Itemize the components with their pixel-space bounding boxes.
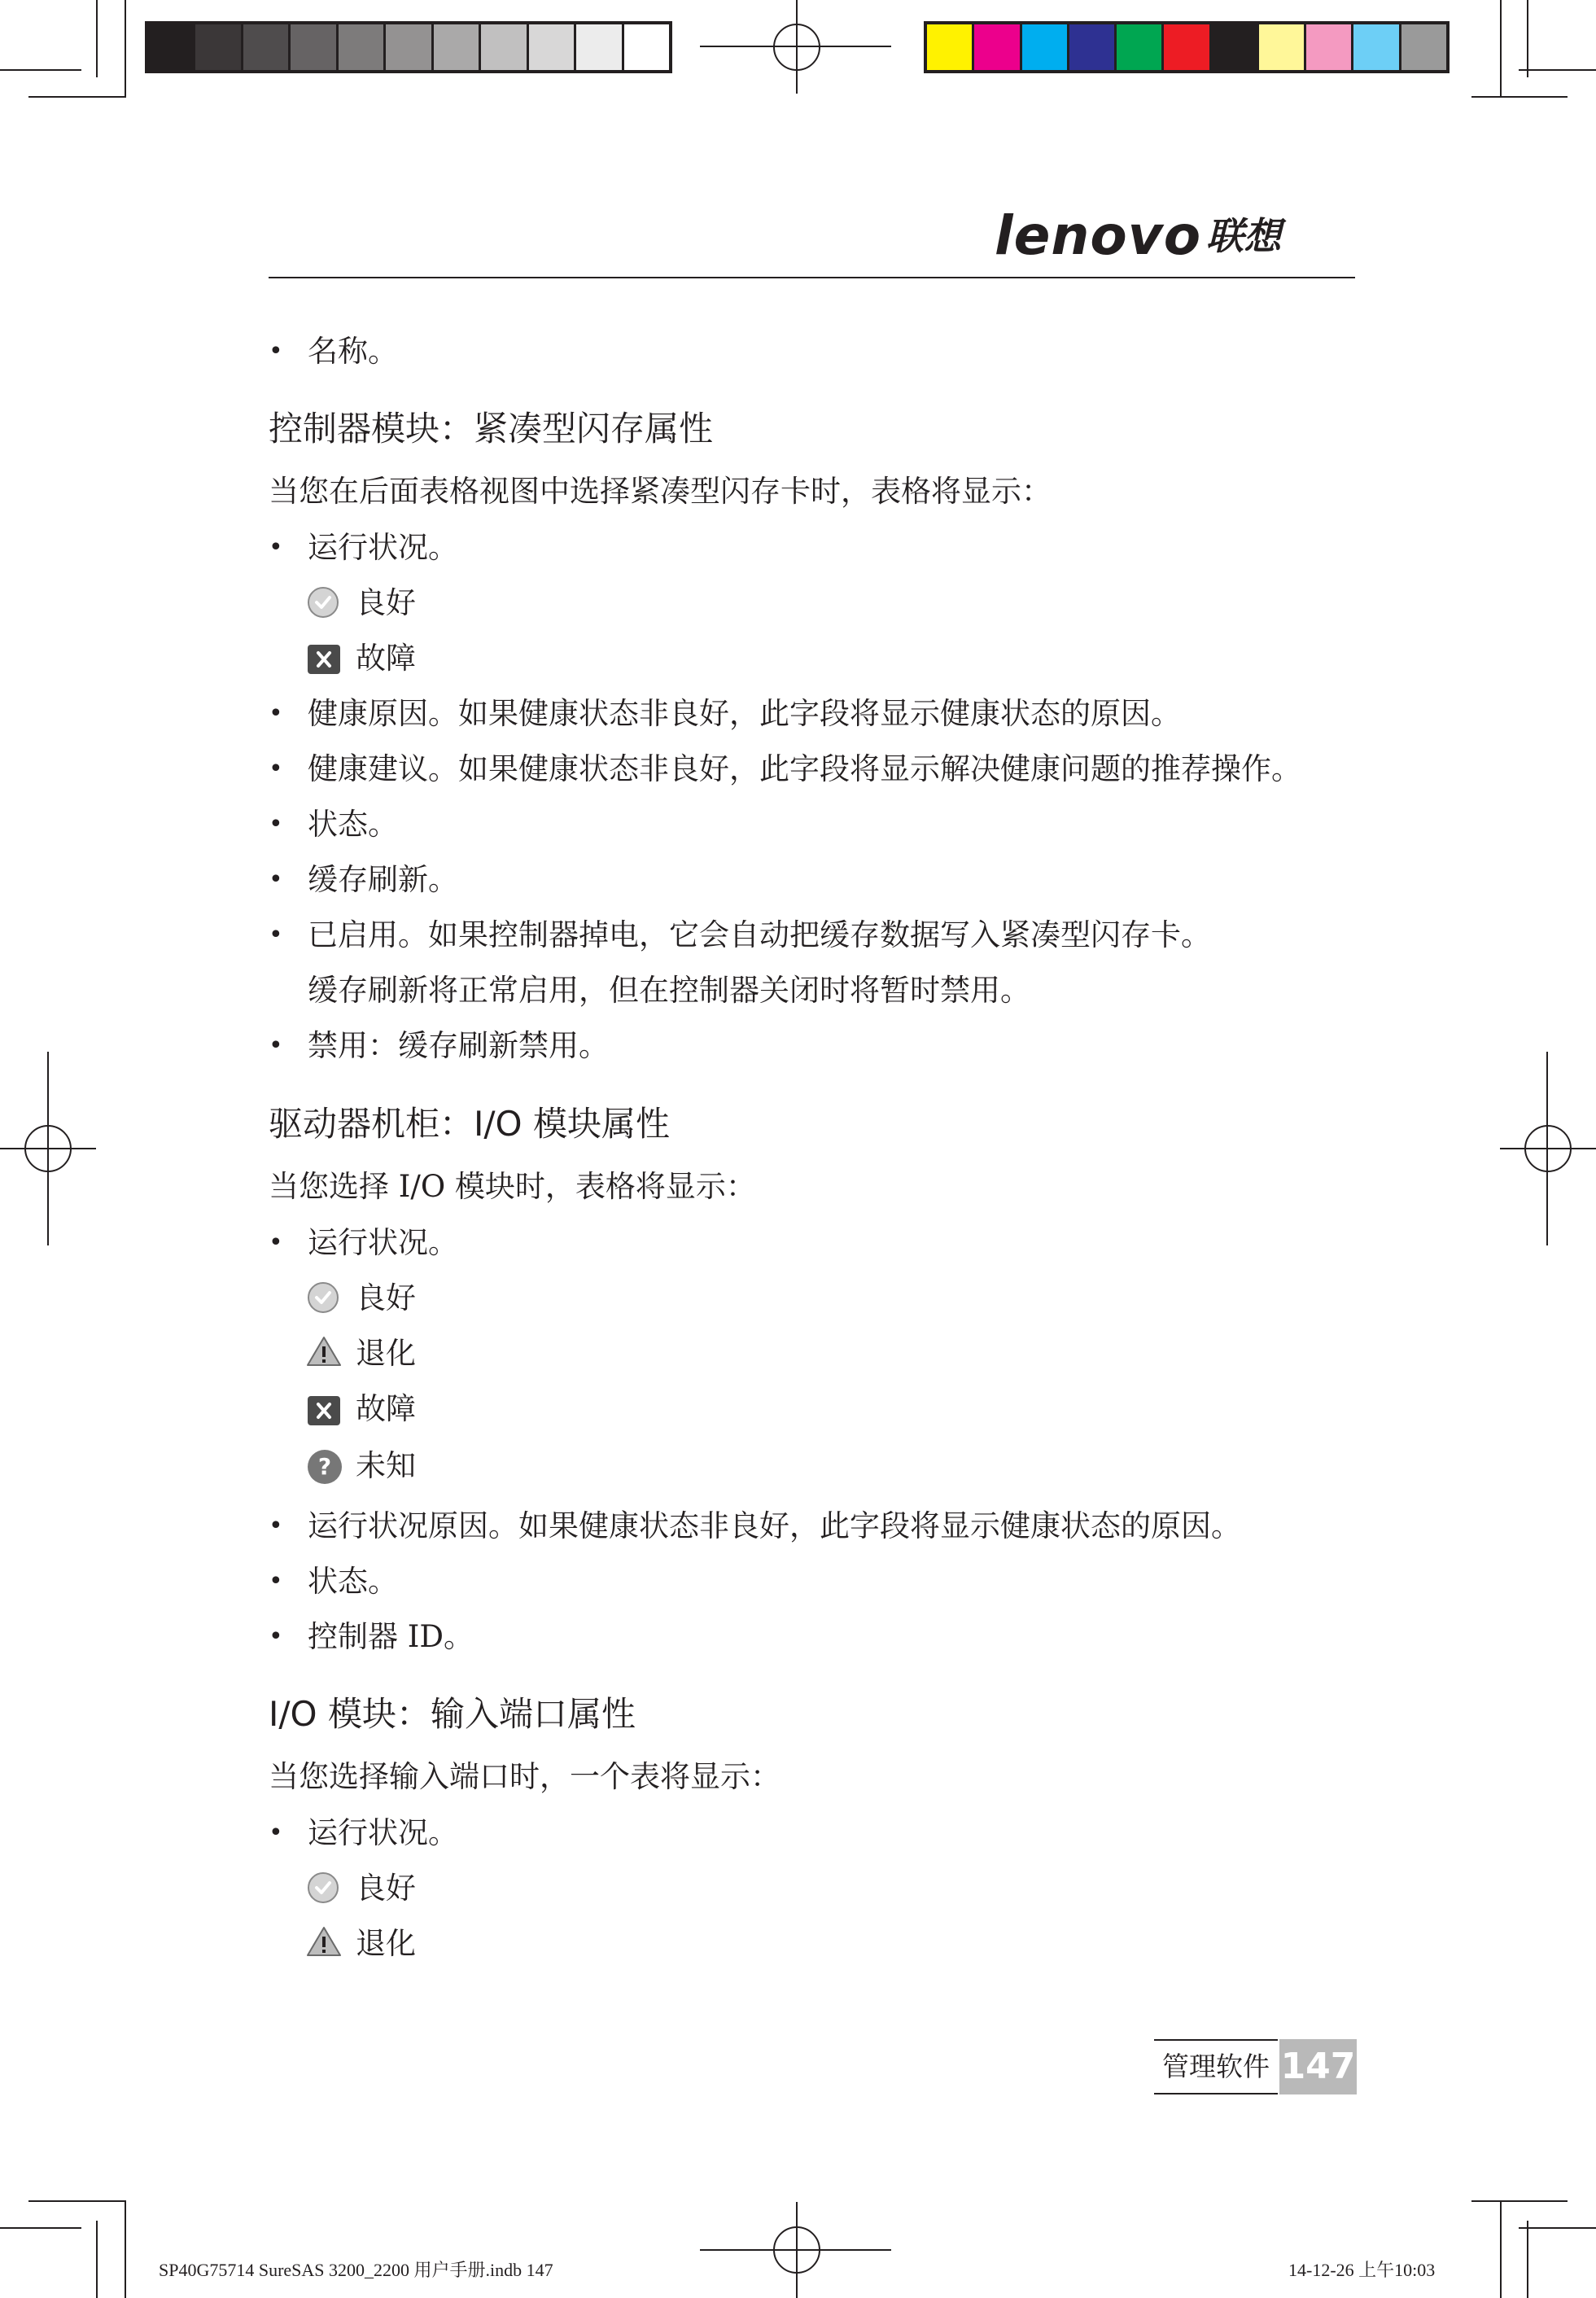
status-label: 故障 (356, 641, 416, 676)
list-item-continuation: 缓存刷新将正常启用，但在控制器关闭时将暂时禁用。 (308, 973, 1030, 1008)
process-color-swatch (1069, 24, 1117, 70)
status-label: 良好 (356, 585, 416, 620)
print-slug-left: SP40G75714 SureSAS 3200_2200 用户手册.indb 147 (159, 2260, 553, 2280)
grayscale-swatch (481, 24, 528, 70)
list-item: 运行状况。 (308, 1815, 458, 1850)
list-item: 禁用：缓存刷新禁用。 (308, 1028, 609, 1063)
grayscale-color-bar (145, 21, 672, 73)
status-label: 退化 (356, 1926, 416, 1961)
process-color-swatch (1306, 24, 1353, 70)
lenovo-logo (995, 204, 1282, 267)
paragraph: 当您选择 I/O 模块时，表格将显示： (269, 1169, 756, 1204)
process-color-swatch (927, 24, 974, 70)
grayscale-swatch (624, 24, 669, 70)
bullet: • (269, 865, 283, 894)
process-color-swatch (1401, 24, 1446, 70)
process-color-swatch (1022, 24, 1069, 70)
process-color-bar (924, 21, 1450, 73)
grayscale-swatch (386, 24, 433, 70)
bullet: • (269, 810, 283, 838)
bullet: • (269, 337, 283, 365)
status-label: 未知 (356, 1448, 416, 1483)
grayscale-swatch (434, 24, 481, 70)
section-heading: I/O 模块：输入端口属性 (269, 1694, 636, 1734)
section-heading: 控制器模块：紧凑型闪存属性 (269, 409, 714, 449)
unknown-status-icon: ? (308, 1450, 342, 1484)
good-status-icon (308, 587, 339, 618)
failure-status-icon (308, 645, 340, 674)
bullet: • (269, 1567, 283, 1595)
warning-status-icon (306, 1925, 342, 1958)
paragraph: 当您选择输入端口时，一个表将显示： (269, 1759, 781, 1794)
section-heading: 驱动器机柜：I/O 模块属性 (269, 1104, 670, 1144)
grayscale-swatch (243, 24, 291, 70)
status-label: 良好 (356, 1280, 416, 1315)
list-item: 缓存刷新。 (308, 862, 458, 897)
grayscale-swatch (529, 24, 576, 70)
print-slug-right: 14-12-26 上午10:03 (1288, 2260, 1436, 2280)
list-item: 健康原因。如果健康状态非良好，此字段将显示健康状态的原因。 (308, 696, 1181, 731)
list-item: 状态。 (308, 807, 398, 842)
list-item: 运行状况原因。如果健康状态非良好，此字段将显示健康状态的原因。 (308, 1508, 1241, 1543)
good-status-icon (308, 1872, 339, 1903)
process-color-swatch (1259, 24, 1306, 70)
list-item: 名称。 (308, 334, 398, 369)
good-status-icon (308, 1282, 339, 1313)
process-color-swatch (974, 24, 1021, 70)
process-color-swatch (1212, 24, 1259, 70)
grayscale-swatch (291, 24, 338, 70)
header-rule (269, 277, 1355, 278)
logo-wordmark: lenovo (995, 204, 1202, 267)
bullet: • (269, 699, 283, 728)
process-color-swatch (1117, 24, 1164, 70)
paragraph: 当您在后面表格视图中选择紧凑型闪存卡时，表格将显示： (269, 474, 1052, 509)
status-label: 退化 (356, 1336, 416, 1371)
list-item: 运行状况。 (308, 530, 458, 565)
list-item: 控制器 ID。 (308, 1619, 474, 1654)
list-item: 状态。 (308, 1564, 398, 1599)
bullet: • (269, 921, 283, 949)
bullet: • (269, 755, 283, 783)
bullet: • (269, 1228, 283, 1257)
failure-status-icon (308, 1396, 340, 1425)
process-color-swatch (1164, 24, 1211, 70)
process-color-swatch (1353, 24, 1401, 70)
bullet: • (269, 1622, 283, 1651)
bullet: • (269, 533, 283, 562)
bullet: • (269, 1512, 283, 1540)
grayscale-swatch (148, 24, 195, 70)
footer-section-label: 管理软件 (1154, 2039, 1278, 2094)
list-item: 健康建议。如果健康状态非良好，此字段将显示解决健康问题的推荐操作。 (308, 751, 1301, 786)
grayscale-swatch (576, 24, 623, 70)
list-item: 运行状况。 (308, 1225, 458, 1260)
status-label: 良好 (356, 1871, 416, 1906)
bullet: • (269, 1819, 283, 1847)
page-number: 147 (1279, 2039, 1357, 2094)
bullet: • (269, 1031, 283, 1060)
status-label: 故障 (356, 1391, 416, 1426)
list-item: 已启用。如果控制器掉电，它会自动把缓存数据写入紧凑型闪存卡。 (308, 917, 1211, 952)
logo-chinese: 联想 (1206, 214, 1282, 258)
grayscale-swatch (339, 24, 386, 70)
grayscale-swatch (195, 24, 243, 70)
warning-status-icon (306, 1335, 342, 1368)
